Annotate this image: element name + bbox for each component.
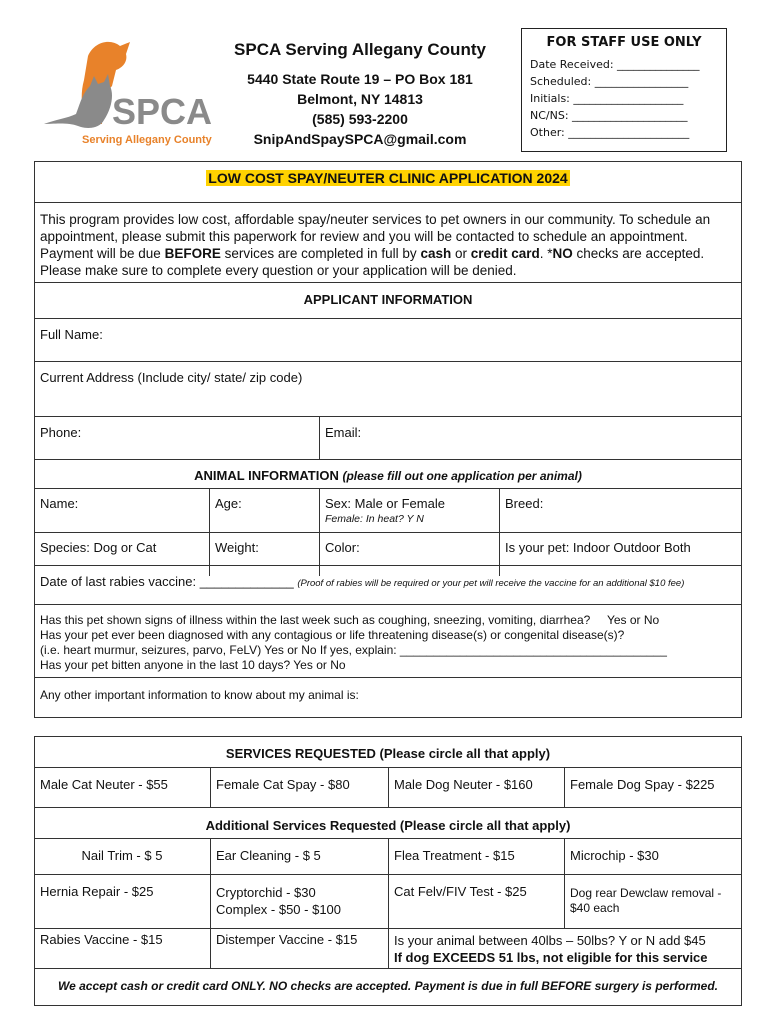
- question-disease-explain[interactable]: (i.e. heart murmur, seizures, parvo, FeLV) Yes or No If yes, explain: ________________________________________: [40, 643, 667, 657]
- cryptorchid-complex-price: Complex - $50 - $100: [216, 902, 342, 917]
- staff-use-box: [521, 28, 727, 152]
- applicant-header: APPLICANT INFORMATION: [303, 292, 473, 307]
- intro-line-4: Please make sure to complete every question or your application will be denied.: [40, 263, 517, 278]
- org-email: SnipAndSpaySPCA@gmail.com: [253, 131, 467, 147]
- staff-title: FOR STAFF USE ONLY: [546, 35, 702, 50]
- weight-surcharge-question: Is your animal between 40lbs – 50lbs? Y or N add $45: [394, 933, 706, 948]
- question-illness[interactable]: Has this pet shown signs of illness within the last week such as coughing, sneezing, vomiting, diarrhea? Yes or No: [40, 613, 660, 627]
- in-heat-label: Female: In heat? Y N: [325, 513, 424, 525]
- animal-name-field[interactable]: Name:: [40, 496, 79, 511]
- animal-age-field[interactable]: Age:: [215, 496, 242, 511]
- service-cryptorchid[interactable]: [210, 878, 388, 924]
- service-dewclaw-removal[interactable]: [564, 880, 742, 922]
- email-field[interactable]: Email:: [325, 425, 362, 440]
- org-phone: (585) 593-2200: [312, 111, 408, 127]
- sex-label: Sex: Male or Female: [325, 496, 445, 511]
- full-name-field[interactable]: Full Name:: [40, 327, 103, 342]
- service-rabies-vaccine[interactable]: Rabies Vaccine - $15: [40, 932, 163, 947]
- payment-footer: We accept cash or credit card ONLY. NO checks are accepted. Payment is due in full BEFORE surgery is performed.: [57, 979, 718, 993]
- question-disease[interactable]: Has your pet ever been diagnosed with any contagious or life threatening disease(s) or congenital disease(s)?: [40, 628, 625, 642]
- color-field[interactable]: Color:: [325, 540, 360, 555]
- intro-line-1: This program provides low cost, affordable spay/neuter services to pet owners in our community. To schedule an: [40, 212, 711, 227]
- service-flea-treatment[interactable]: Flea Treatment - $15: [394, 848, 515, 863]
- phone-field[interactable]: Phone:: [40, 425, 82, 440]
- service-male-dog-neuter[interactable]: Male Dog Neuter - $160: [394, 777, 533, 792]
- service-male-cat-neuter[interactable]: Male Cat Neuter - $55: [40, 777, 168, 792]
- dewclaw-price: $40 each: [570, 901, 620, 915]
- service-female-dog-spay[interactable]: Female Dog Spay - $225: [570, 777, 715, 792]
- animal-sex-field[interactable]: [319, 490, 499, 531]
- service-distemper-vaccine[interactable]: Distemper Vaccine - $15: [216, 932, 358, 947]
- logo-text: SPCA: [112, 91, 213, 132]
- dewclaw-label: Dog rear Dewclaw removal -: [570, 886, 722, 900]
- rabies-note: (Proof of rabies will be required or your pet will receive the vaccine for an additional $10 fee): [297, 578, 685, 589]
- service-hernia-repair[interactable]: Hernia Repair - $25: [40, 884, 154, 899]
- animal-header: [34, 462, 742, 489]
- other-info-field[interactable]: Any other important information to know about my animal is:: [40, 688, 359, 702]
- org-info: [210, 40, 510, 149]
- spca-logo: [38, 28, 218, 156]
- indoor-outdoor-field[interactable]: Is your pet: Indoor Outdoor Both: [505, 540, 691, 555]
- service-microchip[interactable]: Microchip - $30: [570, 848, 659, 863]
- org-name: SPCA Serving Allegany County: [234, 40, 486, 59]
- weight-limit-warning: If dog EXCEEDS 51 lbs, not eligible for this service: [394, 950, 708, 965]
- form-title-row: [34, 164, 742, 192]
- intro-line-2: appointment, please submit this paperwork for review and you will be contacted to schedule an appointment.: [40, 229, 688, 244]
- animal-header-title: ANIMAL INFORMATION: [194, 468, 339, 483]
- address-field[interactable]: Current Address (Include city/ state/ zip code): [40, 370, 303, 385]
- illness-yes-no: Yes or No: [606, 613, 660, 627]
- staff-other[interactable]: Other: ______________________: [530, 126, 690, 139]
- org-address-1: 5440 State Route 19 – PO Box 181: [247, 71, 473, 87]
- service-ear-cleaning[interactable]: Ear Cleaning - $ 5: [216, 848, 321, 863]
- staff-initials[interactable]: Initials: ____________________: [530, 92, 684, 105]
- staff-scheduled[interactable]: Scheduled: _________________: [530, 75, 689, 88]
- animal-header-note: (please fill out one application per animal): [342, 469, 582, 483]
- form-title: LOW COST SPAY/NEUTER CLINIC APPLICATION 2024: [208, 170, 568, 186]
- staff-date-received[interactable]: Date Received: _______________: [530, 58, 700, 71]
- weight-field[interactable]: Weight:: [215, 540, 259, 555]
- service-felv-fiv-test[interactable]: Cat Felv/FIV Test - $25: [394, 884, 527, 899]
- rabies-date-label: Date of last rabies vaccine: _____________: [40, 574, 294, 589]
- intro-line-3: Payment will be due BEFORE services are completed in full by cash or credit card. *NO checks are accepted.: [40, 246, 705, 261]
- staff-ncns[interactable]: NC/NS: _____________________: [530, 109, 688, 122]
- logo-subtext: Serving Allegany County: [82, 134, 212, 146]
- services-header: SERVICES REQUESTED (Please circle all that apply): [225, 746, 551, 761]
- service-weight-surcharge[interactable]: [388, 926, 742, 972]
- animal-breed-field[interactable]: Breed:: [505, 496, 544, 511]
- additional-services-header: Additional Services Requested (Please circle all that apply): [205, 818, 571, 833]
- org-address-2: Belmont, NY 14813: [297, 91, 423, 107]
- cryptorchid-price: Cryptorchid - $30: [216, 885, 316, 900]
- service-nail-trim[interactable]: Nail Trim - $ 5: [81, 848, 163, 863]
- question-bitten[interactable]: Has your pet bitten anyone in the last 10 days? Yes or No: [40, 658, 346, 672]
- service-female-cat-spay[interactable]: Female Cat Spay - $80: [216, 777, 350, 792]
- health-questions: [34, 607, 742, 679]
- intro-paragraph: [34, 205, 742, 285]
- rabies-row[interactable]: [34, 568, 742, 595]
- species-field[interactable]: Species: Dog or Cat: [40, 540, 157, 555]
